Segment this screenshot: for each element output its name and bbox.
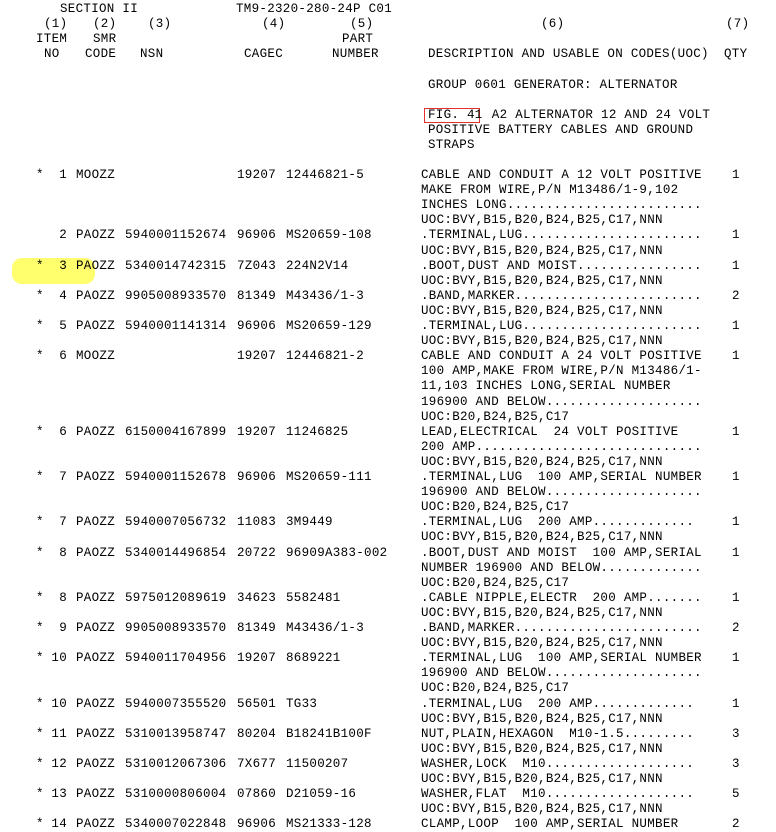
row-smr-code: PAOZZ [76, 288, 116, 303]
row-cagec: 07860 [237, 787, 277, 802]
row-cagec: 19207 [237, 349, 277, 364]
row-part-number: TG33 [286, 696, 318, 711]
group-title: GROUP 0601 GENERATOR: ALTERNATOR [428, 78, 678, 92]
col-head-qty: QTY [724, 47, 748, 61]
row-cagec: 96906 [237, 470, 277, 484]
row-qty: 1 [732, 258, 740, 273]
row-item-no: 7 [59, 515, 67, 530]
row-nsn: 5940011704956 [125, 651, 227, 666]
row-smr-code: PAOZZ [76, 545, 116, 560]
row-item-no: 8 [59, 590, 67, 605]
row-cagec: 81349 [237, 288, 277, 303]
row-item-no: 6 [59, 349, 67, 364]
row-nsn: 5310012067306 [125, 756, 227, 771]
col-num-2: (2) [93, 17, 117, 31]
row-description-line: UOC:B20,B24,B25,C17 [421, 500, 570, 515]
row-item-no: 14 [51, 817, 67, 832]
row-description-line: UOC:BVY,B15,B20,B24,B25,C17,NNN [421, 772, 663, 786]
row-description-line: 11,103 INCHES LONG,SERIAL NUMBER [421, 379, 671, 394]
row-star-marker: * [36, 590, 44, 605]
col-head-description: DESCRIPTION AND USABLE ON CODES(UOC) [428, 47, 709, 61]
row-smr-code: PAOZZ [76, 726, 116, 741]
row-star-marker: * [36, 349, 44, 364]
row-description-line: .BAND,MARKER........................ [421, 288, 702, 303]
row-description-line: UOC:BVY,B15,B20,B24,B25,C17,NNN [421, 273, 663, 288]
row-star-marker: * [36, 470, 44, 484]
row-cagec: 96906 [237, 319, 277, 333]
col-head-code: CODE [85, 47, 117, 61]
row-qty: 3 [732, 756, 740, 771]
row-description-line: 196900 AND BELOW.................... [421, 394, 702, 409]
row-star-marker: * [36, 817, 44, 832]
row-description-line: CLAMP,LOOP 100 AMP,SERIAL NUMBER [421, 817, 679, 832]
row-cagec: 80204 [237, 726, 277, 741]
row-item-no: 5 [59, 319, 67, 333]
figure-label[interactable]: FIG. 41 [428, 108, 483, 122]
row-description-line: NUMBER 196900 AND BELOW............. [421, 560, 702, 575]
row-description-line: UOC:BVY,B15,B20,B24,B25,C17,NNN [421, 741, 663, 756]
row-cagec: 34623 [237, 590, 277, 605]
row-qty: 2 [732, 621, 740, 635]
row-nsn: 5940007056732 [125, 515, 227, 530]
row-description-line: .TERMINAL,LUG....................... [421, 319, 702, 333]
row-part-number: 5582481 [286, 590, 341, 605]
row-cagec: 7Z043 [237, 258, 277, 273]
row-smr-code: MOOZZ [76, 168, 116, 182]
row-nsn: 5340014496854 [125, 545, 227, 560]
row-description-line: UOC:BVY,B15,B20,B24,B25,C17,NNN [421, 711, 663, 726]
row-description-line: UOC:BVY,B15,B20,B24,B25,C17,NNN [421, 334, 663, 349]
row-nsn: 9905008933570 [125, 621, 227, 635]
row-qty: 1 [732, 424, 740, 439]
row-star-marker: * [36, 258, 44, 273]
row-star-marker: * [36, 288, 44, 303]
col-head-cagec: CAGEC [244, 47, 284, 61]
row-description-line: .BOOT,DUST AND MOIST 100 AMP,SERIAL [421, 545, 702, 560]
row-star-marker: * [36, 651, 44, 666]
row-description-line: .BOOT,DUST AND MOIST................ [421, 258, 702, 273]
row-item-no: 12 [51, 756, 67, 771]
row-part-number: 96909A383-002 [286, 545, 388, 560]
col-num-7: (7) [726, 17, 750, 31]
row-description-line: UOC:BVY,B15,B20,B24,B25,C17,NNN [421, 802, 663, 817]
row-nsn: 5940007355520 [125, 696, 227, 711]
row-qty: 1 [732, 168, 740, 182]
row-part-number: MS20659-108 [286, 228, 372, 243]
row-description-line: .BAND,MARKER........................ [421, 621, 702, 635]
row-star-marker: * [36, 696, 44, 711]
row-part-number: 224N2V14 [286, 258, 349, 273]
figure-title-line2: POSITIVE BATTERY CABLES AND GROUND [428, 123, 694, 137]
row-item-no: 13 [51, 787, 67, 802]
row-part-number: 11246825 [286, 424, 349, 439]
row-nsn: 5940001152678 [125, 470, 227, 484]
row-description-line: UOC:BVY,B15,B20,B24,B25,C17,NNN [421, 605, 663, 620]
row-item-no: 7 [59, 470, 67, 484]
row-nsn: 5310000806004 [125, 787, 227, 802]
tm-number: TM9-2320-280-24P C01 [236, 2, 393, 16]
row-star-marker: * [36, 726, 44, 741]
row-description-line: INCHES LONG......................... [421, 198, 702, 213]
row-description-line: NUT,PLAIN,HEXAGON M10-1.5......... [421, 726, 695, 741]
row-part-number: MS20659-129 [286, 319, 372, 333]
row-description-line: .TERMINAL,LUG 200 AMP............. [421, 696, 695, 711]
figure-title-line3: STRAPS [428, 138, 475, 152]
row-description-line: WASHER,LOCK M10................... [421, 756, 695, 771]
row-description-line: MAKE FROM WIRE,P/N M13486/1-9,102 [421, 183, 679, 198]
row-description-line: .TERMINAL,LUG 100 AMP,SERIAL NUMBER [421, 470, 702, 484]
row-qty: 2 [732, 288, 740, 303]
row-cagec: 96906 [237, 228, 277, 243]
row-star-marker: * [36, 424, 44, 439]
row-description-line: UOC:B20,B24,B25,C17 [421, 575, 570, 590]
row-description-line: UOC:BVY,B15,B20,B24,B25,C17,NNN [421, 303, 663, 318]
row-part-number: MS21333-128 [286, 817, 372, 832]
row-star-marker: * [36, 319, 44, 333]
row-description-line: UOC:BVY,B15,B20,B24,B25,C17,NNN [421, 243, 663, 258]
row-description-line: UOC:BVY,B15,B20,B24,B25,C17,NNN [421, 636, 663, 651]
row-smr-code: PAOZZ [76, 787, 116, 802]
col-num-5: (5) [350, 17, 374, 31]
col-head-item: ITEM [36, 32, 68, 46]
row-item-no: 2 [59, 228, 67, 243]
row-description-line: .TERMINAL,LUG 200 AMP............. [421, 515, 695, 530]
row-part-number: B18241B100F [286, 726, 372, 741]
row-qty: 1 [732, 545, 740, 560]
row-smr-code: PAOZZ [76, 470, 116, 484]
row-qty: 1 [732, 228, 740, 243]
row-qty: 1 [732, 696, 740, 711]
row-qty: 1 [732, 349, 740, 364]
row-item-no: 6 [59, 424, 67, 439]
row-nsn: 9905008933570 [125, 288, 227, 303]
row-description-line: .TERMINAL,LUG....................... [421, 228, 702, 243]
row-description-line: CABLE AND CONDUIT A 12 VOLT POSITIVE [421, 168, 702, 182]
row-smr-code: PAOZZ [76, 319, 116, 333]
row-part-number: 3M9449 [286, 515, 333, 530]
row-smr-code: PAOZZ [76, 651, 116, 666]
row-item-no: 11 [51, 726, 67, 741]
row-description-line: UOC:B20,B24,B25,C17 [421, 681, 570, 696]
row-description-line: 100 AMP,MAKE FROM WIRE,P/N M13486/1- [421, 364, 702, 379]
row-nsn: 6150004167899 [125, 424, 227, 439]
col-num-1: (1) [44, 17, 68, 31]
row-item-no: 3 [59, 258, 67, 273]
row-smr-code: PAOZZ [76, 756, 116, 771]
row-part-number: MS20659-111 [286, 470, 372, 484]
row-qty: 2 [732, 817, 740, 832]
row-description-line: UOC:BVY,B15,B20,B24,B25,C17,NNN [421, 213, 663, 228]
row-cagec: 81349 [237, 621, 277, 635]
row-part-number: M43436/1-3 [286, 288, 365, 303]
row-cagec: 11083 [237, 515, 277, 530]
row-cagec: 19207 [237, 168, 277, 182]
row-smr-code: PAOZZ [76, 258, 116, 273]
row-nsn: 5310013958747 [125, 726, 227, 741]
row-part-number: M43436/1-3 [286, 621, 365, 635]
row-description-line: .CABLE NIPPLE,ELECTR 200 AMP....... [421, 590, 702, 605]
row-cagec: 96906 [237, 817, 277, 832]
row-star-marker: * [36, 621, 44, 635]
row-part-number: D21059-16 [286, 787, 357, 802]
col-head-part: PART [342, 32, 374, 46]
row-qty: 1 [732, 590, 740, 605]
row-qty: 1 [732, 319, 740, 333]
row-description-line: LEAD,ELECTRICAL 24 VOLT POSITIVE [421, 424, 679, 439]
row-description-line: 196900 AND BELOW.................... [421, 485, 702, 500]
row-description-line: CABLE AND CONDUIT A 24 VOLT POSITIVE [421, 349, 702, 364]
row-nsn: 5340007022848 [125, 817, 227, 832]
col-num-4: (4) [262, 17, 286, 31]
row-nsn: 5940001152674 [125, 228, 227, 243]
col-num-6: (6) [541, 17, 565, 31]
row-smr-code: PAOZZ [76, 590, 116, 605]
row-smr-code: MOOZZ [76, 349, 116, 364]
row-cagec: 56501 [237, 696, 277, 711]
row-star-marker: * [36, 787, 44, 802]
row-qty: 3 [732, 726, 740, 741]
col-head-smr: SMR [93, 32, 117, 46]
col-head-no: NO [44, 47, 60, 61]
row-item-no: 9 [59, 621, 67, 635]
row-qty: 1 [732, 470, 740, 484]
row-item-no: 8 [59, 545, 67, 560]
figure-title-line1: A2 ALTERNATOR 12 AND 24 VOLT [484, 108, 711, 122]
row-nsn: 5940001141314 [125, 319, 227, 333]
row-cagec: 19207 [237, 651, 277, 666]
row-smr-code: PAOZZ [76, 228, 116, 243]
row-cagec: 7X677 [237, 756, 277, 771]
col-head-number: NUMBER [332, 47, 379, 61]
row-part-number: 11500207 [286, 756, 349, 771]
row-smr-code: PAOZZ [76, 515, 116, 530]
row-smr-code: PAOZZ [76, 424, 116, 439]
row-item-no: 10 [51, 696, 67, 711]
row-cagec: 19207 [237, 424, 277, 439]
row-star-marker: * [36, 168, 44, 182]
row-cagec: 20722 [237, 545, 277, 560]
row-star-marker: * [36, 515, 44, 530]
row-nsn: 5975012089619 [125, 590, 227, 605]
row-smr-code: PAOZZ [76, 817, 116, 832]
row-description-line: 196900 AND BELOW.................... [421, 666, 702, 681]
row-description-line: WASHER,FLAT M10................... [421, 787, 695, 802]
row-smr-code: PAOZZ [76, 621, 116, 635]
row-part-number: 12446821-2 [286, 349, 365, 364]
col-num-3: (3) [148, 17, 172, 31]
row-item-no: 1 [59, 168, 67, 182]
row-description-line: 200 AMP............................. [421, 439, 702, 454]
row-description-line: .TERMINAL,LUG 100 AMP,SERIAL NUMBER [421, 651, 702, 666]
row-description-line: UOC:B20,B24,B25,C17 [421, 409, 570, 424]
row-qty: 1 [732, 651, 740, 666]
section-label: SECTION II [60, 2, 139, 16]
row-description-line: UOC:BVY,B15,B20,B24,B25,C17,NNN [421, 530, 663, 545]
row-nsn: 5340014742315 [125, 258, 227, 273]
col-head-nsn: NSN [140, 47, 164, 61]
row-part-number: 8689221 [286, 651, 341, 666]
row-smr-code: PAOZZ [76, 696, 116, 711]
row-part-number: 12446821-5 [286, 168, 365, 182]
row-qty: 5 [732, 787, 740, 802]
row-description-line: UOC:BVY,B15,B20,B24,B25,C17,NNN [421, 454, 663, 469]
row-item-no: 10 [51, 651, 67, 666]
row-star-marker: * [36, 756, 44, 771]
row-star-marker: * [36, 545, 44, 560]
row-qty: 1 [732, 515, 740, 530]
row-item-no: 4 [59, 288, 67, 303]
